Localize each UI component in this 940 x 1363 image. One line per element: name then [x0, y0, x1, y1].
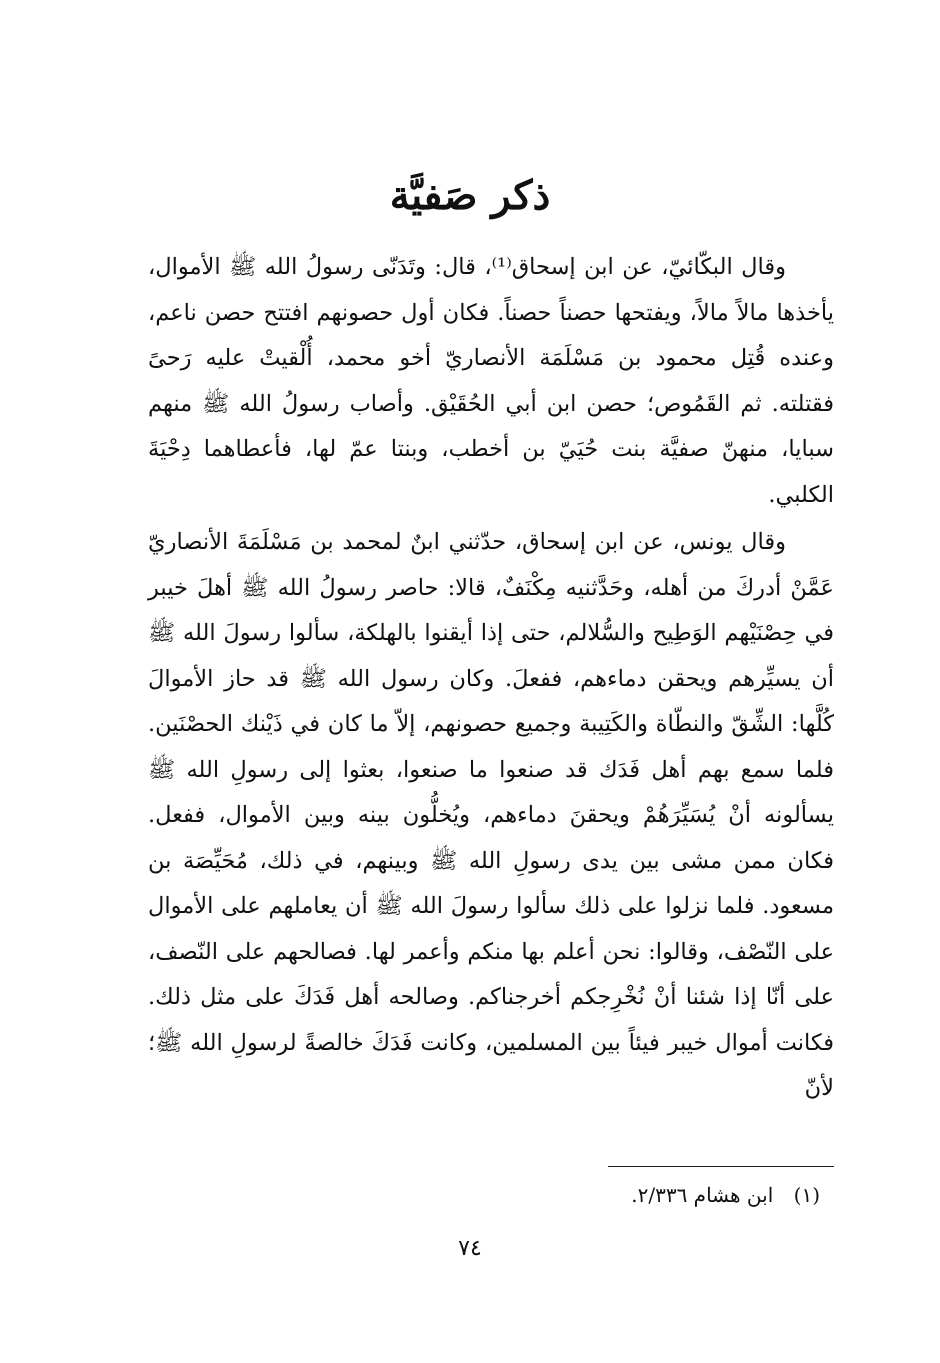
footnote-text: ابن هشام ٢/٣٣٦.	[631, 1183, 774, 1207]
footnote-divider	[608, 1166, 834, 1167]
footnote	[300, 1178, 820, 1212]
paragraph: وقال البكّائيّ، عن ابن إسحاق⁽¹⁾، قال: وتَدَنّى رسولُ الله ﷺ الأموال، يأخذها مالاً مالاً، ويفتحها حصناً حصناً. فكان أول حصونهم افتتح حصن ناعم، وعنده قُتِل محمود بن مَسْلَمَة الأنصاريّ أخو محمد، أُلْقيتْ عليه رَحىً فقتلته. ثم القَمُوص؛ حصن ابن أبي الحُقَيْق. وأصاب رسولُ الله ﷺ منهم سبايا، منهنّ صفيَّة بنت حُيَيّ بن أخطب، وبنتا عمّ لها، فأعطاهما دِحْيَةَ الكلبي.	[148, 254, 834, 508]
page-number: ٧٤	[458, 1236, 482, 1261]
footnote-marker: (١)	[793, 1183, 820, 1207]
body-text	[148, 245, 834, 1112]
chapter-title: ذكر صَفيَّة	[389, 172, 551, 219]
paragraph: وقال يونس، عن ابن إسحاق، حدّثني ابنٌ لمحمد بن مَسْلَمَةَ الأنصاريّ عَمَّنْ أدركَ من أهله، وحَدَّثنيه مِكْنَفٌ، قالا: حاصر رسولُ الله ﷺ أهلَ خيبر في حِصْنَيْهم الوَطِيح والسُّلالم، حتى إذا أيقنوا بالهلكة، سألوا رسولَ الله ﷺ أن يسيِّرهم ويحقن دماءهم، ففعلَ. وكان رسول الله ﷺ قد حاز الأموالَ كُلَّها: الشِّقّ والنطّاة والكَتِيبة وجميع حصونهم، إلاّ ما كان في ذَيْنك الحصْنَين. فلما سمع بهم أهل فَدَك قد صنعوا ما صنعوا، بعثوا إلى رسولِ الله ﷺ يسألونه أنْ يُسَيِّرَهُمْ ويحقنَ دماءهم، ويُخلُّون بينه وبين الأموال، ففعل. فكان ممن مشى بين يدى رسولِ الله ﷺ وبينهم، في ذلك، مُحَيِّصَة بن مسعود. فلما نزلوا على ذلك سألوا رسولَ الله ﷺ أن يعاملهم على الأموال على النّصْف، وقالوا: نحن أعلم بها منكم وأعمر لها. فصالحهم على النّصف، على أنّا إذا شئنا أنْ نُخْرِجكم أخرجناكم. وصالحه أهل فَدَكَ على مثل ذلك. فكانت أموال خيبر فيئاً بين المسلمين، وكانت فَدَكَ خالصةً لرسولِ الله ﷺ؛ لأنّ	[148, 529, 834, 1101]
